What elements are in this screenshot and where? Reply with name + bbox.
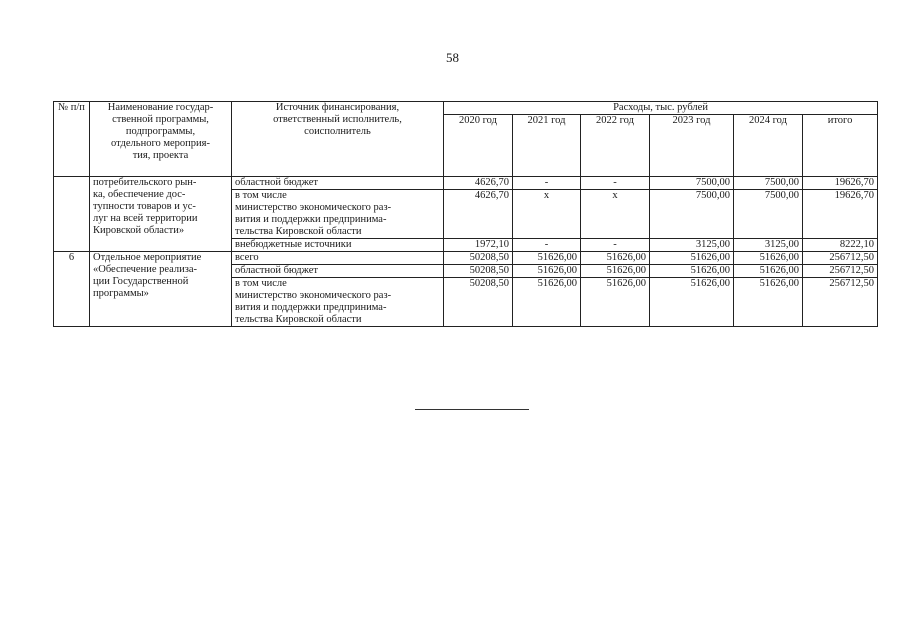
financing-table [53, 101, 878, 327]
funding-source [232, 190, 444, 239]
value-total: 8222,10 [803, 239, 878, 252]
value-2023: 51626,00 [650, 265, 734, 278]
program-name-line: луг на всей территории [93, 213, 198, 224]
funding-source-line: министерство экономического раз- [235, 202, 392, 213]
header-name-line: подпрограммы, [125, 126, 196, 137]
value-2021: 51626,00 [513, 252, 581, 265]
value-total: 256712,50 [803, 265, 878, 278]
header-year-2024: 2024 год [734, 115, 803, 177]
value-2022: x [581, 190, 650, 239]
row-number: 6 [54, 252, 90, 327]
value-2023: 3125,00 [650, 239, 734, 252]
value-2021: x [513, 190, 581, 239]
header-expenses: Расходы, тыс. рублей [444, 102, 878, 115]
value-2024: 51626,00 [734, 265, 803, 278]
value-2021: 51626,00 [513, 265, 581, 278]
value-2021: - [513, 177, 581, 190]
value-2024: 51626,00 [734, 278, 803, 327]
value-total: 256712,50 [803, 252, 878, 265]
page-number: 58 [446, 50, 459, 65]
value-2020: 50208,50 [444, 265, 513, 278]
value-2023: 7500,00 [650, 177, 734, 190]
value-2024: 3125,00 [734, 239, 803, 252]
program-name-line: ка, обеспечение дос- [93, 189, 186, 200]
program-name-line: программы» [93, 288, 149, 299]
value-2020: 1972,10 [444, 239, 513, 252]
program-name-line: Отдельное мероприятие [93, 252, 202, 263]
funding-source-line: тельства Кировской области [235, 314, 362, 325]
program-name-cell [90, 252, 232, 327]
funding-source: всего [232, 252, 444, 265]
closing-rule-divider [415, 409, 529, 410]
header-name-line: Наименование государ- [107, 102, 214, 113]
header-source-line: соисполнитель [304, 126, 371, 137]
value-2020: 4626,70 [444, 190, 513, 239]
funding-source-line: вития и поддержки предпринима- [235, 214, 387, 225]
header-total: итого [803, 115, 878, 177]
value-2023: 7500,00 [650, 190, 734, 239]
value-2020: 50208,50 [444, 278, 513, 327]
funding-source-line: вития и поддержки предпринима- [235, 302, 387, 313]
header-year-2023: 2023 год [650, 115, 734, 177]
header-name-line: ственной программы, [112, 114, 209, 125]
value-total: 256712,50 [803, 278, 878, 327]
funding-source: областной бюджет [232, 265, 444, 278]
program-name-line: ции Государственной [93, 276, 189, 287]
value-2024: 51626,00 [734, 252, 803, 265]
funding-source-line: в том числе [235, 190, 287, 201]
value-2022: - [581, 177, 650, 190]
table-row [54, 177, 878, 190]
program-name-cell [90, 177, 232, 252]
program-name-line: тупности товаров и ус- [93, 201, 196, 212]
header-name-line: отдельного мероприя- [110, 138, 210, 149]
header-year-2022: 2022 год [581, 115, 650, 177]
value-2020: 4626,70 [444, 177, 513, 190]
funding-source: внебюджетные источники [232, 239, 444, 252]
funding-source-line: в том числе [235, 278, 287, 289]
value-2022: 51626,00 [581, 252, 650, 265]
value-total: 19626,70 [803, 177, 878, 190]
header-funding-source [232, 102, 444, 177]
value-2023: 51626,00 [650, 252, 734, 265]
header-source-line: Источник финансирования, [275, 102, 400, 113]
program-name-line: потребительского рын- [93, 177, 197, 188]
value-2021: - [513, 239, 581, 252]
program-name-line: Кировской области» [93, 225, 185, 236]
header-name-line: тия, проекта [132, 150, 189, 161]
funding-source: областной бюджет [232, 177, 444, 190]
funding-source-line: тельства Кировской области [235, 226, 362, 237]
header-year-2020: 2020 год [444, 115, 513, 177]
value-total: 19626,70 [803, 190, 878, 239]
value-2022: - [581, 239, 650, 252]
header-year-2021: 2021 год [513, 115, 581, 177]
value-2022: 51626,00 [581, 265, 650, 278]
header-row [54, 102, 878, 115]
value-2022: 51626,00 [581, 278, 650, 327]
row-number [54, 177, 90, 252]
value-2023: 51626,00 [650, 278, 734, 327]
funding-source [232, 278, 444, 327]
value-2020: 50208,50 [444, 252, 513, 265]
value-2024: 7500,00 [734, 190, 803, 239]
table-row [54, 252, 878, 265]
funding-source-line: министерство экономического раз- [235, 290, 392, 301]
value-2021: 51626,00 [513, 278, 581, 327]
header-source-line: ответственный исполнитель, [273, 114, 402, 125]
program-name-line: «Обеспечение реализа- [93, 264, 198, 275]
header-program-name [90, 102, 232, 177]
value-2024: 7500,00 [734, 177, 803, 190]
header-num: № п/п [54, 102, 90, 177]
